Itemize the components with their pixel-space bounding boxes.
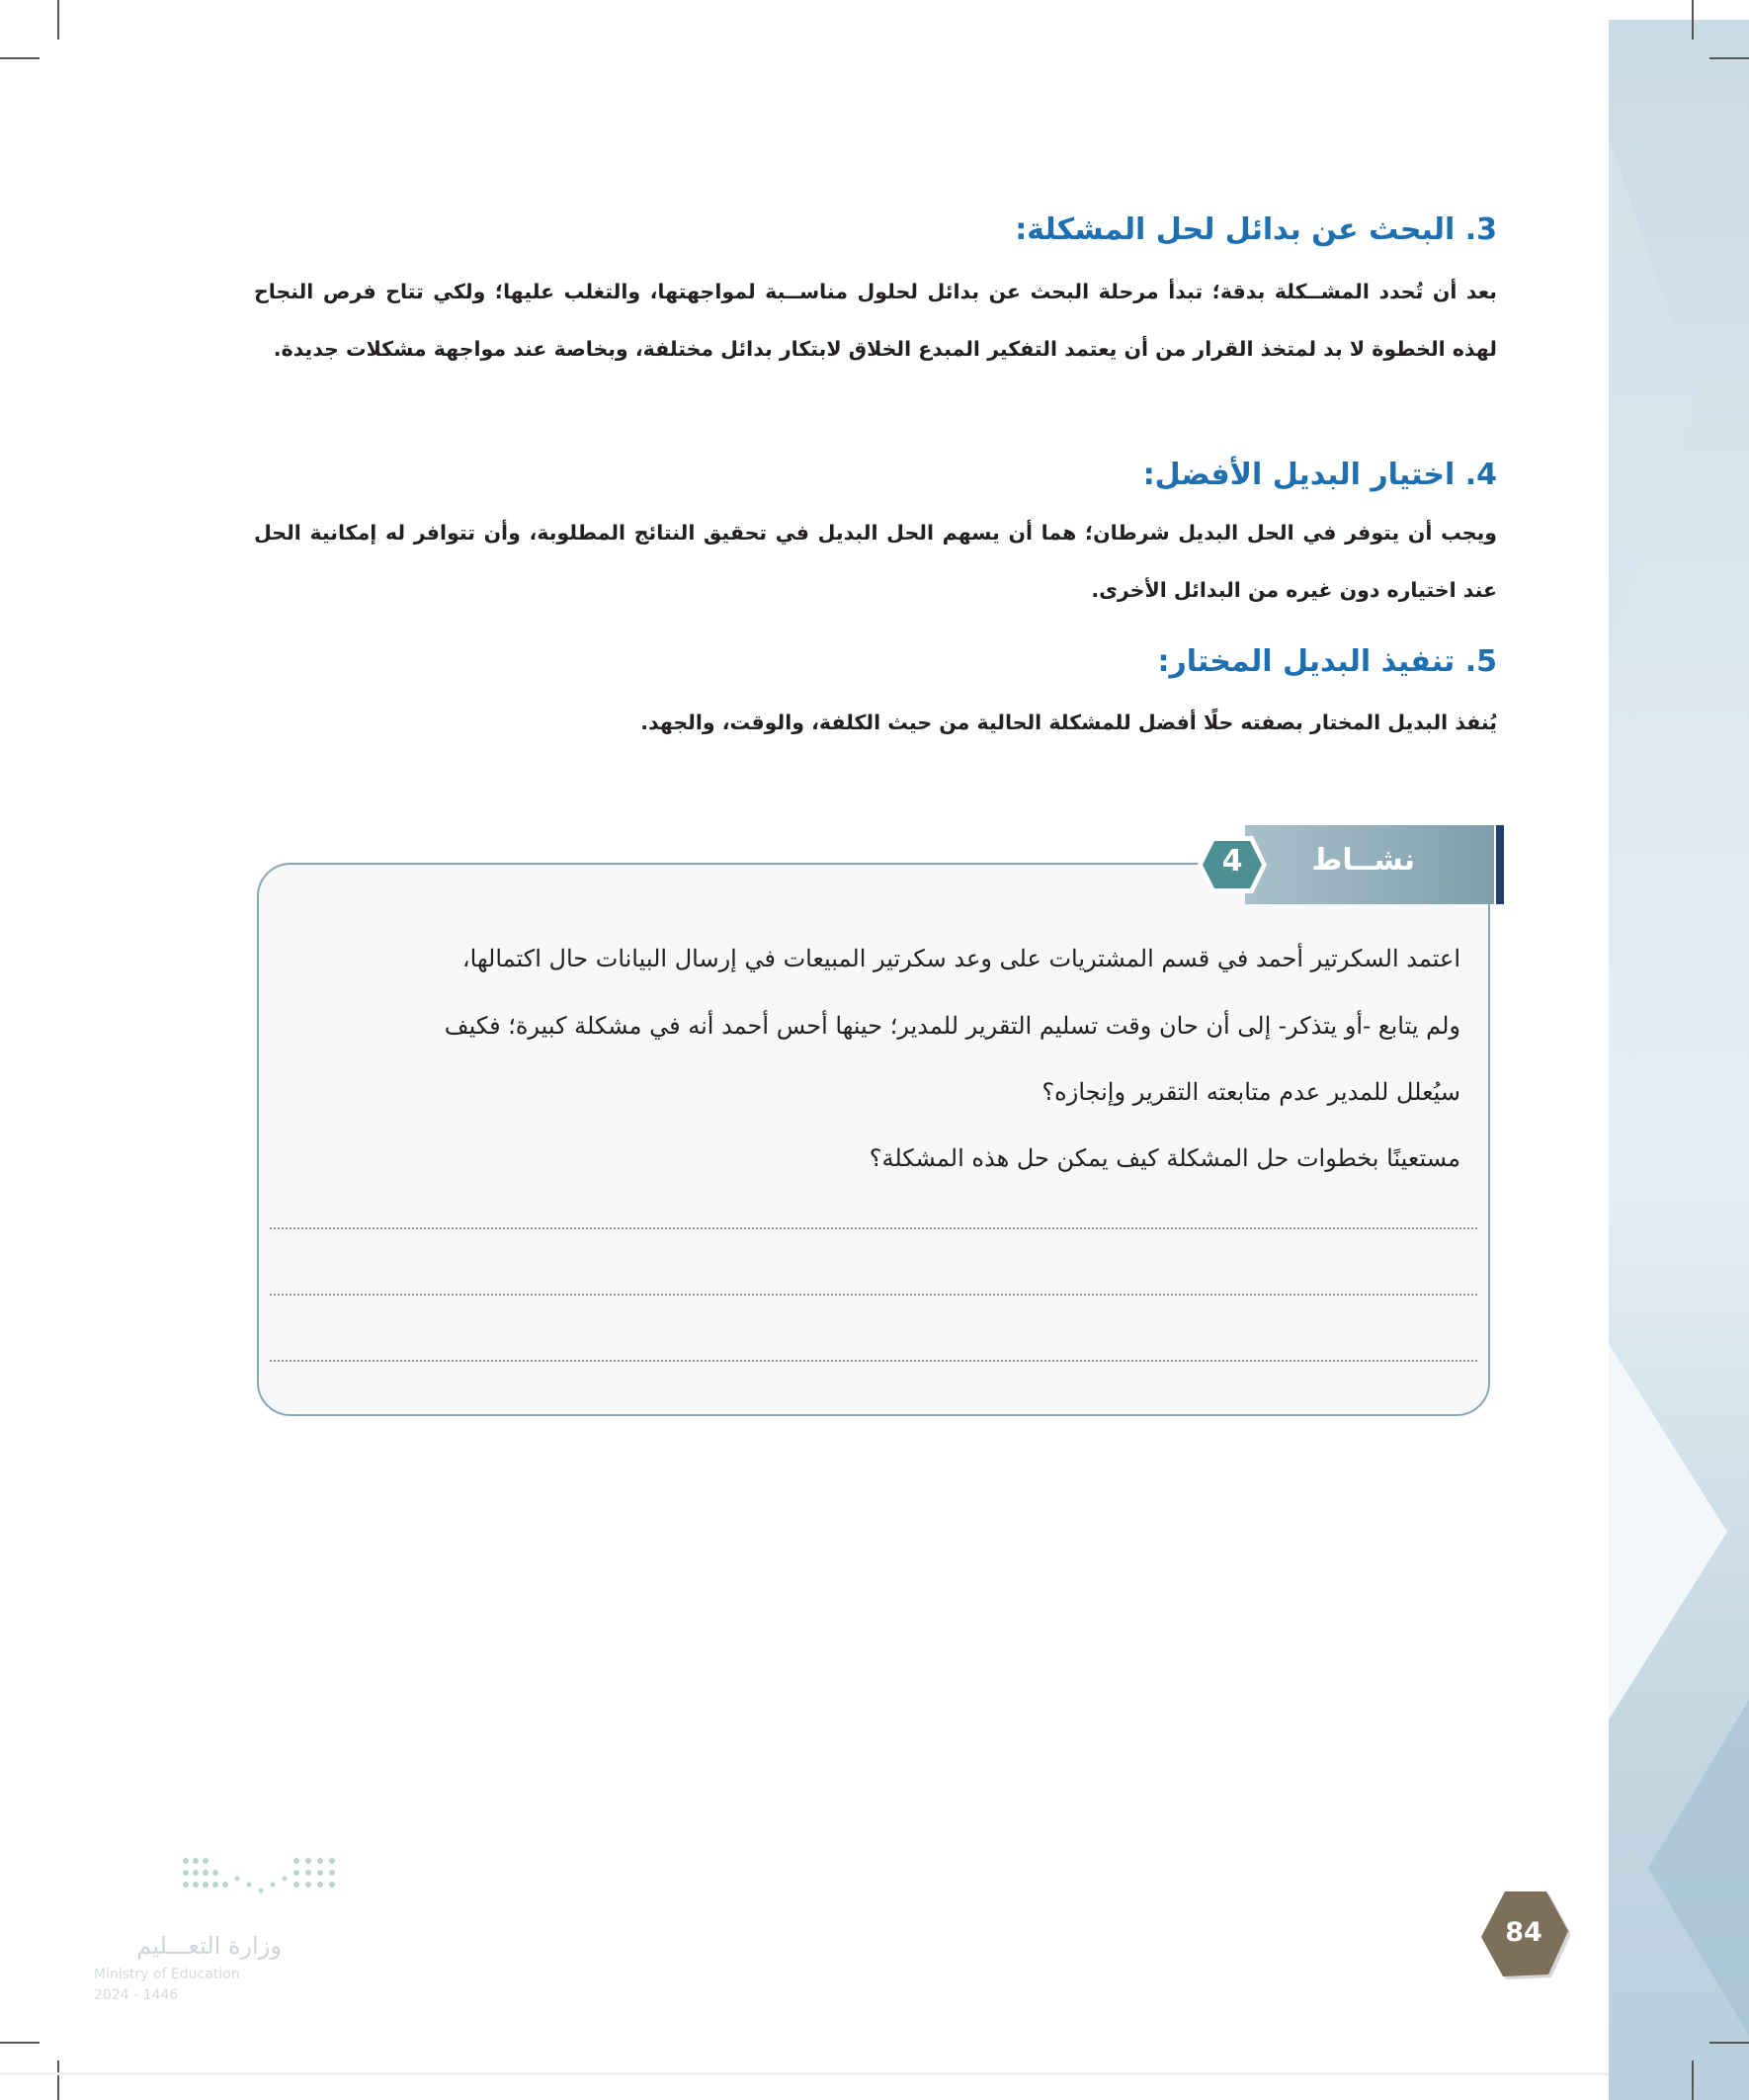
activity-number: 4 (1221, 844, 1243, 879)
crop-mark (0, 57, 40, 59)
activity-question: مستعينًا بخطوات حل المشكلة كيف يمكن حل هذه المشكلة؟ (869, 1144, 1460, 1172)
crop-mark (1709, 57, 1749, 59)
section-heading-3: 3. البحث عن بدائل لحل المشكلة: (1015, 212, 1497, 247)
page-number: 84 (1505, 1917, 1542, 1948)
paragraph-line: بعد أن تُحدد المشــكلة بدقة؛ تبدأ مرحلة البحث عن بدائل لحلول مناســبة لمواجهتها، والتغلب عليها؛ ولكي تتاح (385, 280, 1497, 303)
activity-line: سيُعلل للمدير عدم متابعته التقرير وإنجازه؟ (1041, 1078, 1460, 1106)
section-heading-5: 5. تنفيذ البديل المختار: (1157, 644, 1497, 679)
page-number-badge (1477, 1888, 1570, 1980)
paragraph-line: عند مواجهة مشكلات جديدة. (273, 337, 547, 361)
activity-line: اعتمد السكرتير أحمد في قسم المشتريات على وعد سكرتير المبيعات في إرسال البيانات حال اكتمالها، (461, 945, 1460, 972)
paragraph-line: إمكانية الحل عند اختياره دون غيره من البدائل الأخرى. (254, 521, 1497, 602)
ministry-logo-mark-icon (178, 1853, 346, 1902)
crop-mark (57, 0, 59, 40)
ministry-name-ar: وزارة التعـــليم (136, 1932, 282, 1960)
paragraph-line: ويجب أن يتوفر في الحل البديل شرطان؛ هما أن يسهم الحل البديل في تحقيق النتائج المطلوبة، وأن تتوافر له (384, 521, 1498, 545)
section-paragraph-4 (254, 504, 1497, 619)
ministry-name-en: Ministry of Education (94, 1967, 240, 1982)
crop-mark (1692, 2060, 1694, 2100)
answer-line-3[interactable] (270, 1360, 1477, 1362)
side-decoration (1609, 20, 1749, 2100)
section-paragraph-3 (254, 263, 1497, 378)
paragraph-line: يُنفذ البديل المختار بصفته حلًا أفضل للمشكلة الحالية من حيث الكلفة، والوقت، والجهد. (640, 711, 1497, 734)
bottom-rule (0, 2072, 1609, 2075)
ministry-year: 2024 - 1446 (94, 1987, 179, 2003)
ministry-logo (94, 1853, 361, 2011)
answer-line-1[interactable] (270, 1227, 1477, 1229)
paragraph-line: فرص النجاح لهذه الخطوة لا بد لمتخذ القرار من أن يعتمد التفكير المبدع الخلاق لابتكار بدائل مختلفة، وبخاصة (254, 280, 1497, 361)
crop-mark (1692, 0, 1694, 40)
crop-mark (57, 2060, 59, 2100)
activity-title: نشــاط (1311, 843, 1415, 878)
answer-line-2[interactable] (270, 1294, 1477, 1296)
crop-mark (0, 2042, 40, 2044)
crop-mark (1709, 2042, 1749, 2044)
activity-line: ولم يتابع -أو يتذكر- إلى أن حان وقت تسليم التقرير للمدير؛ حينها أحس أحمد أنه في مشكلة كبيرة؛ فكيف (444, 1012, 1460, 1040)
section-paragraph-5 (640, 694, 1497, 751)
activity-tab-bar (1496, 825, 1504, 904)
activity-number-badge (1198, 836, 1267, 893)
section-heading-4: 4. اختيار البديل الأفضل: (1142, 458, 1497, 492)
activity-tab (1245, 825, 1494, 904)
